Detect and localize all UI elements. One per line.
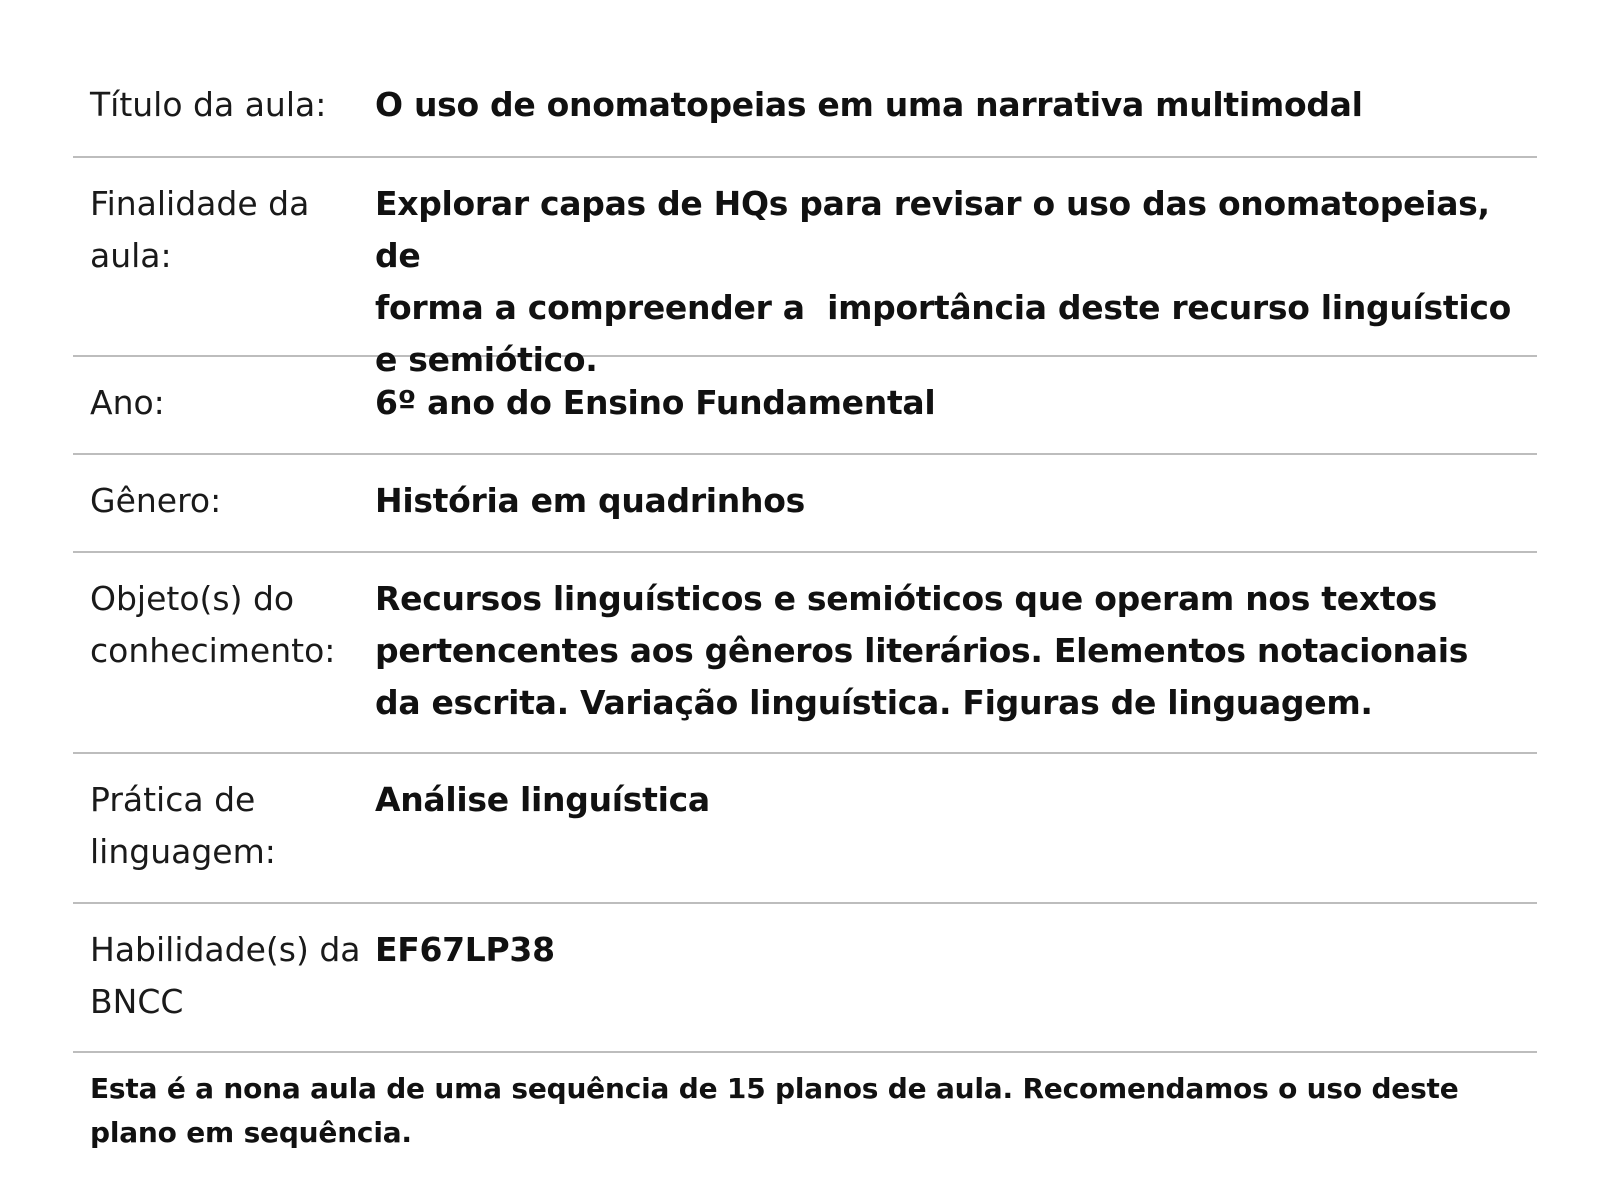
value-ano: 6º ano do Ensino Fundamental [375,383,936,422]
label-objetos-conhecimento: Objeto(s) do conhecimento: [90,579,336,670]
row-ano [73,357,1537,455]
row-finalidade [73,158,1537,379]
label-titulo: Título da aula: [90,85,327,124]
sequence-note: Esta é a nona aula de uma sequência de 15 planos de aula. Recomendamos o uso deste plano em sequência. [90,1072,1459,1149]
value-objetos-conhecimento: Recursos linguísticos e semióticos que operam nos textos pertencentes aos gêneros literários. Elementos notacionais da escrita. Variação linguística. Figuras de linguagem. [375,579,1469,722]
value-genero: História em quadrinhos [375,481,805,520]
value-finalidade: Explorar capas de HQs para revisar o uso das onomatopeias, de forma a compreender a importância deste recurso linguístico e semiótico. [375,184,1512,379]
value-titulo: O uso de onomatopeias em uma narrativa multimodal [375,85,1363,124]
row-genero [73,455,1537,553]
value-habilidades-bncc: EF67LP38 [375,930,555,969]
label-finalidade: Finalidade da aula: [90,184,310,275]
label-genero: Gênero: [90,481,222,520]
label-ano: Ano: [90,383,165,422]
row-habilidades-bncc [73,904,1537,1053]
row-objetos-conhecimento [73,553,1537,754]
label-pratica-linguagem: Prática de linguagem: [90,780,276,871]
value-pratica-linguagem: Análise linguística [375,780,710,819]
lesson-plan-table [73,53,1537,1155]
row-pratica-linguagem [73,754,1537,904]
label-habilidades-bncc: Habilidade(s) da BNCC [90,930,361,1021]
row-titulo [73,53,1537,158]
